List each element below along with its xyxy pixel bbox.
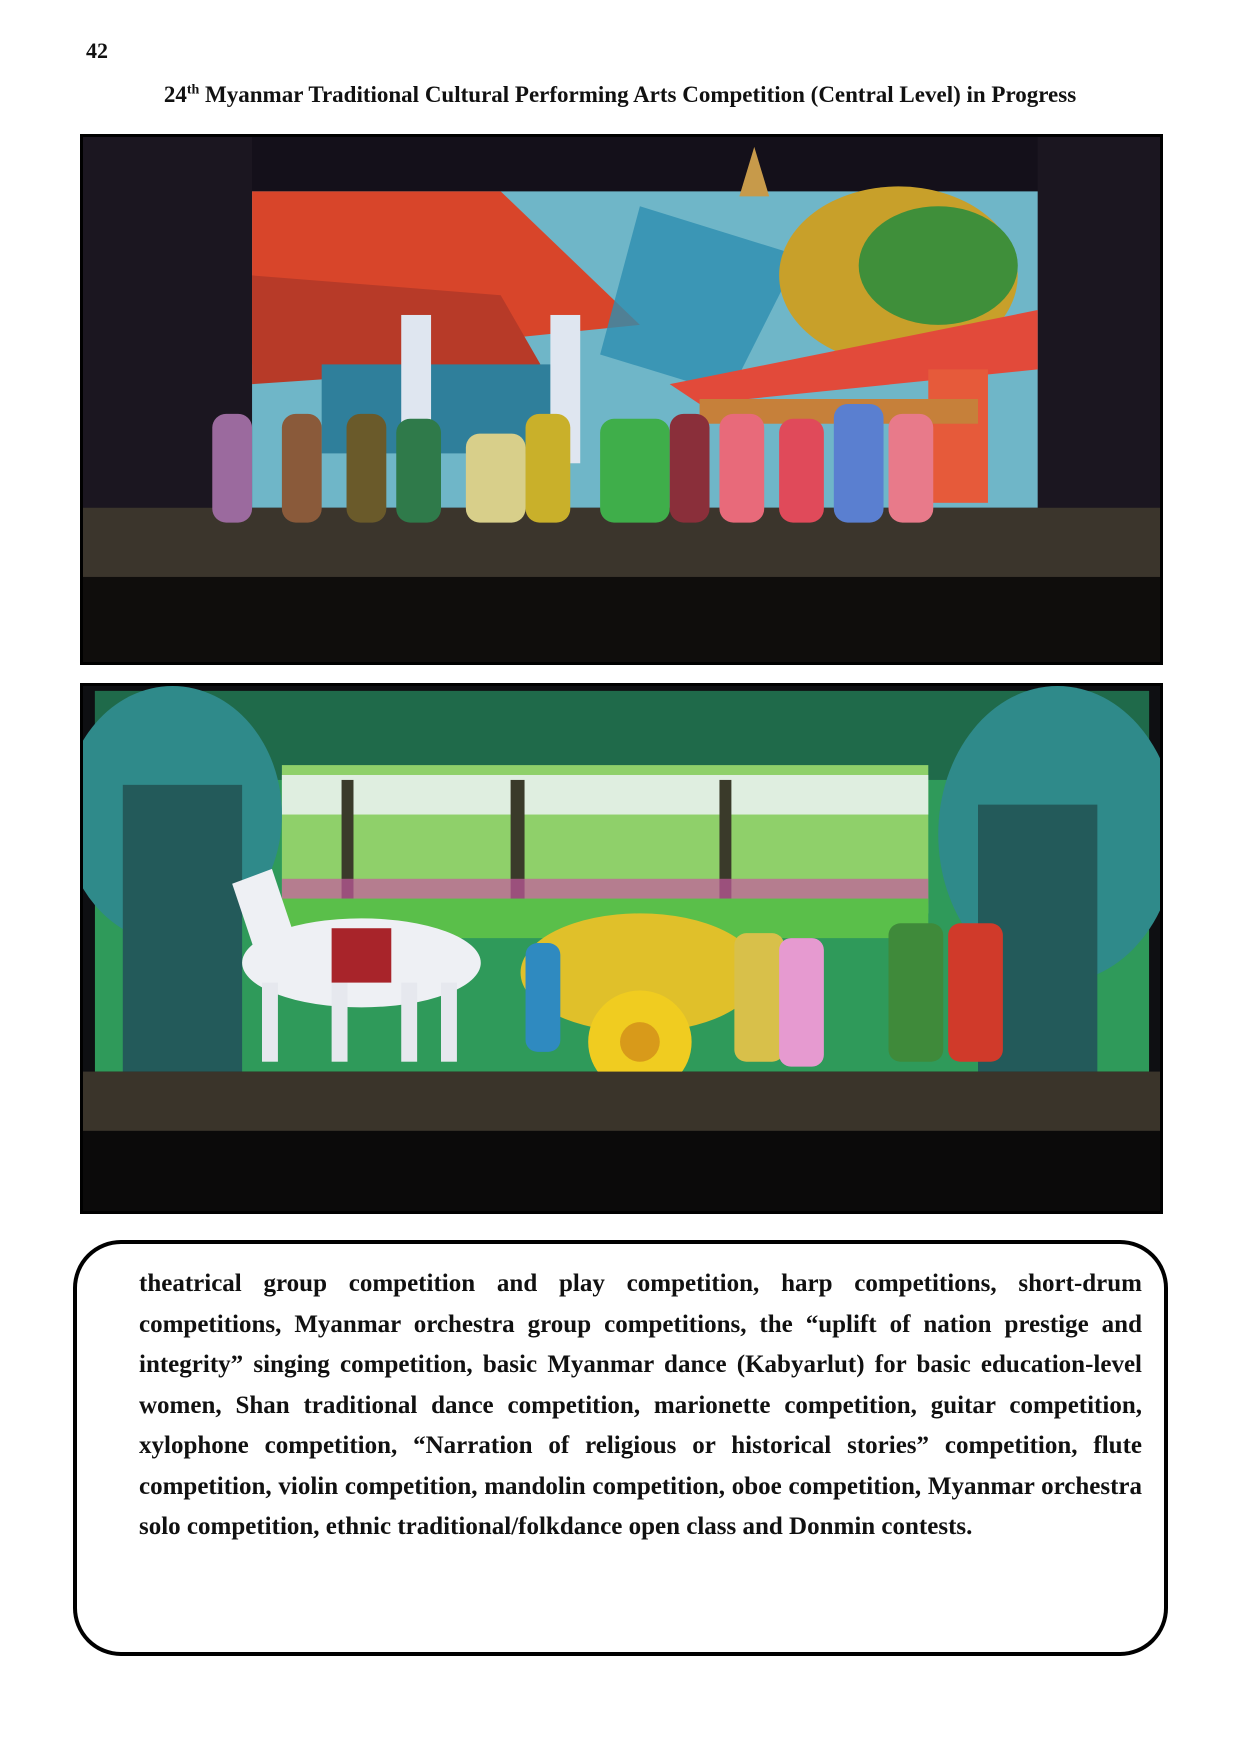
text-box	[73, 1240, 1168, 1656]
title-rest: Myanmar Traditional Cultural Performing Arts Competition (Central Level) in Progress	[199, 82, 1077, 107]
stage-performance-palace-scene-photo	[80, 134, 1163, 665]
page-title	[0, 82, 1240, 108]
title-prefix: 24	[163, 82, 187, 107]
body-paragraph: theatrical group competition and play competition, harp competitions, short-drum competitions, Myanmar orchestra group competitions, the “uplift of nation prestige and integrity” singing competition, basic Myanmar dance (Kabyarlut) for basic education-level women, Shan traditional dance competition, marionette competition, guitar competition, xylophone competition, “Narration of religious or historical stories” competition, flute competition, violin competition, mandolin competition, oboe competition, Myanmar orchestra solo competition, ethnic traditional/folkdance open class and Donmin contests.	[139, 1270, 1142, 1540]
page-number: 42	[86, 38, 108, 63]
title-superscript: th	[186, 82, 200, 98]
stage-performance-forest-chariot-photo	[80, 683, 1163, 1214]
